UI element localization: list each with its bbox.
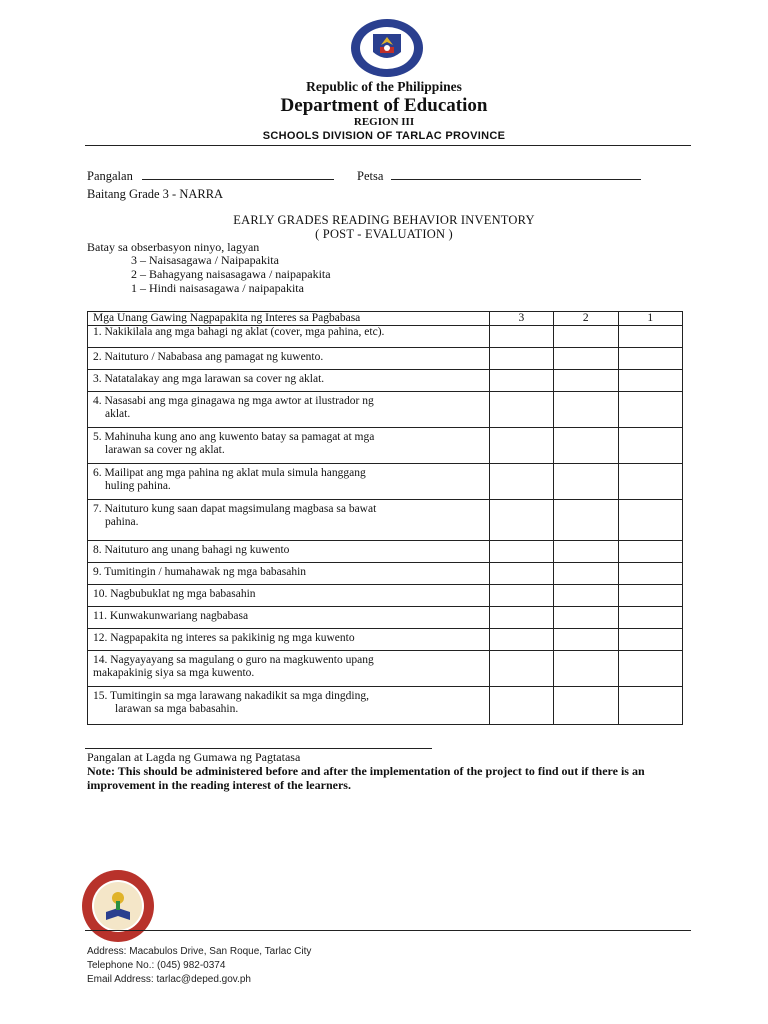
score-cell-3[interactable] xyxy=(489,607,553,629)
item-text: 3. Natatalakay ang mga larawan sa cover ng aklat. xyxy=(88,370,490,392)
item-text: 8. Naituturo ang unang bahagi ng kuwento xyxy=(88,541,490,563)
signature-label: Pangalan at Lagda ng Gumawa ng Pagtatasa xyxy=(87,750,301,764)
table-row xyxy=(88,370,683,392)
footer-divider xyxy=(85,930,691,931)
item-line: 6. Mailipat ang mga pahina ng aklat mula simula hanggang xyxy=(93,467,366,479)
score-cell-3[interactable] xyxy=(489,541,553,563)
item-text: 2. Naituturo / Nababasa ang pamagat ng kuwento. xyxy=(88,348,490,370)
item-line: 5. Mahinuha kung ano ang kuwento batay sa pamagat at mga xyxy=(93,431,375,443)
grade-line: Baitang Grade 3 - NARRA xyxy=(87,187,224,201)
item-line: pahina. xyxy=(105,516,139,528)
score-cell-3[interactable] xyxy=(489,392,553,428)
score-header-3: 3 xyxy=(489,312,553,326)
item-line: 7. Naituturo kung saan dapat magsimulang magbasa sa bawat xyxy=(93,503,377,515)
legend-3: 3 – Naisasagawa / Naipapakita xyxy=(131,253,279,267)
table-row xyxy=(88,428,683,464)
table-row xyxy=(88,629,683,651)
legend-2: 2 – Bahagyang naisasagawa / naipapakita xyxy=(131,267,331,281)
score-cell-3[interactable] xyxy=(489,629,553,651)
score-cell-2[interactable] xyxy=(554,370,618,392)
score-cell-3[interactable] xyxy=(489,500,553,541)
item-line: larawan sa mga babasahin. xyxy=(115,703,239,715)
score-cell-2[interactable] xyxy=(554,629,618,651)
table-row xyxy=(88,392,683,428)
deped-seal xyxy=(349,18,425,78)
score-cell-1[interactable] xyxy=(618,326,683,348)
score-cell-2[interactable] xyxy=(554,348,618,370)
date-label: Petsa xyxy=(357,169,384,183)
item-text xyxy=(88,392,490,428)
table-row xyxy=(88,585,683,607)
score-header-2: 2 xyxy=(554,312,618,326)
score-cell-1[interactable] xyxy=(618,392,683,428)
score-cell-2[interactable] xyxy=(554,428,618,464)
instruction-text: Batay sa obserbasyon ninyo, lagyan xyxy=(87,240,260,254)
score-cell-1[interactable] xyxy=(618,370,683,392)
score-cell-1[interactable] xyxy=(618,687,683,725)
score-cell-3[interactable] xyxy=(489,428,553,464)
table-row xyxy=(88,326,683,348)
signature-line[interactable] xyxy=(85,748,432,749)
item-text xyxy=(88,687,490,725)
item-text xyxy=(88,651,490,687)
score-cell-3[interactable] xyxy=(489,687,553,725)
item-text: 10. Nagbubuklat ng mga babasahin xyxy=(88,585,490,607)
score-cell-2[interactable] xyxy=(554,392,618,428)
score-cell-1[interactable] xyxy=(618,348,683,370)
item-text xyxy=(88,500,490,541)
score-cell-1[interactable] xyxy=(618,541,683,563)
score-cell-2[interactable] xyxy=(554,500,618,541)
table-row xyxy=(88,500,683,541)
score-cell-1[interactable] xyxy=(618,585,683,607)
item-line: larawan sa cover ng aklat. xyxy=(105,444,225,456)
footer-telephone: Telephone No.: (045) 982-0374 xyxy=(87,960,226,971)
item-line: makapakinig siya sa mga kuwento. xyxy=(93,667,255,679)
table-row xyxy=(88,687,683,725)
score-cell-1[interactable] xyxy=(618,607,683,629)
score-cell-2[interactable] xyxy=(554,651,618,687)
score-cell-1[interactable] xyxy=(618,563,683,585)
score-cell-1[interactable] xyxy=(618,629,683,651)
name-field xyxy=(87,167,334,184)
item-text: 9. Tumitingin / humahawak ng mga babasahin xyxy=(88,563,490,585)
date-field xyxy=(357,167,641,184)
item-line: 14. Nagyayayang sa magulang o guro na magkuwento upang xyxy=(93,654,374,666)
item-text xyxy=(88,464,490,500)
score-cell-1[interactable] xyxy=(618,464,683,500)
department-title: Department of Education xyxy=(280,95,488,116)
table-row xyxy=(88,607,683,629)
region-line: REGION III xyxy=(353,116,415,128)
division-logo xyxy=(80,868,156,944)
score-cell-1[interactable] xyxy=(618,428,683,464)
table-header-row xyxy=(88,312,683,326)
score-cell-3[interactable] xyxy=(489,651,553,687)
score-cell-3[interactable] xyxy=(489,563,553,585)
score-cell-2[interactable] xyxy=(554,326,618,348)
score-cell-2[interactable] xyxy=(554,585,618,607)
score-cell-2[interactable] xyxy=(554,687,618,725)
table-header-label: Mga Unang Gawing Nagpapakita ng Interes sa Pagbabasa xyxy=(88,312,490,326)
inventory-table xyxy=(87,311,683,725)
score-cell-3[interactable] xyxy=(489,464,553,500)
score-cell-2[interactable] xyxy=(554,607,618,629)
form-subtitle: ( POST - EVALUATION ) xyxy=(315,227,453,241)
item-text: 1. Nakikilala ang mga bahagi ng aklat (cover, mga pahina, etc). xyxy=(88,326,490,348)
note-text: Note: This should be administered before and after the implementation of the project to find out if there is an improvement in the reading interest of the learners. xyxy=(87,764,645,792)
item-line: 15. Tumitingin sa mga larawang nakadikit sa mga dingding, xyxy=(93,690,369,702)
score-cell-3[interactable] xyxy=(489,370,553,392)
division-line: SCHOOLS DIVISION OF TARLAC PROVINCE xyxy=(262,130,506,142)
name-label: Pangalan xyxy=(87,169,133,183)
item-text xyxy=(88,428,490,464)
score-cell-2[interactable] xyxy=(554,563,618,585)
score-cell-3[interactable] xyxy=(489,348,553,370)
form-title: EARLY GRADES READING BEHAVIOR INVENTORY xyxy=(233,213,535,227)
footer-address: Address: Macabulos Drive, San Roque, Tarlac City xyxy=(87,946,312,957)
score-cell-1[interactable] xyxy=(618,651,683,687)
item-text: 11. Kunwakunwariang nagbabasa xyxy=(88,607,490,629)
score-cell-3[interactable] xyxy=(489,326,553,348)
item-line: huling pahina. xyxy=(105,480,171,492)
item-line: aklat. xyxy=(105,408,131,420)
table-row xyxy=(88,541,683,563)
header-divider xyxy=(85,145,691,146)
score-cell-1[interactable] xyxy=(618,500,683,541)
score-cell-2[interactable] xyxy=(554,464,618,500)
name-blank[interactable] xyxy=(142,167,334,180)
item-text: 12. Nagpapakita ng interes sa pakikinig ng mga kuwento xyxy=(88,629,490,651)
footer-email: Email Address: tarlac@deped.gov.ph xyxy=(87,974,251,985)
item-line: 4. Nasasabi ang mga ginagawa ng mga awtor at ilustrador ng xyxy=(93,395,374,407)
table-row xyxy=(88,563,683,585)
table-row xyxy=(88,348,683,370)
legend-1: 1 – Hindi naisasagawa / naipapakita xyxy=(131,281,304,295)
score-header-1: 1 xyxy=(618,312,683,326)
table-row xyxy=(88,651,683,687)
table-row xyxy=(88,464,683,500)
date-blank[interactable] xyxy=(391,167,641,180)
score-cell-3[interactable] xyxy=(489,585,553,607)
republic-line: Republic of the Philippines xyxy=(306,79,462,94)
score-cell-2[interactable] xyxy=(554,541,618,563)
